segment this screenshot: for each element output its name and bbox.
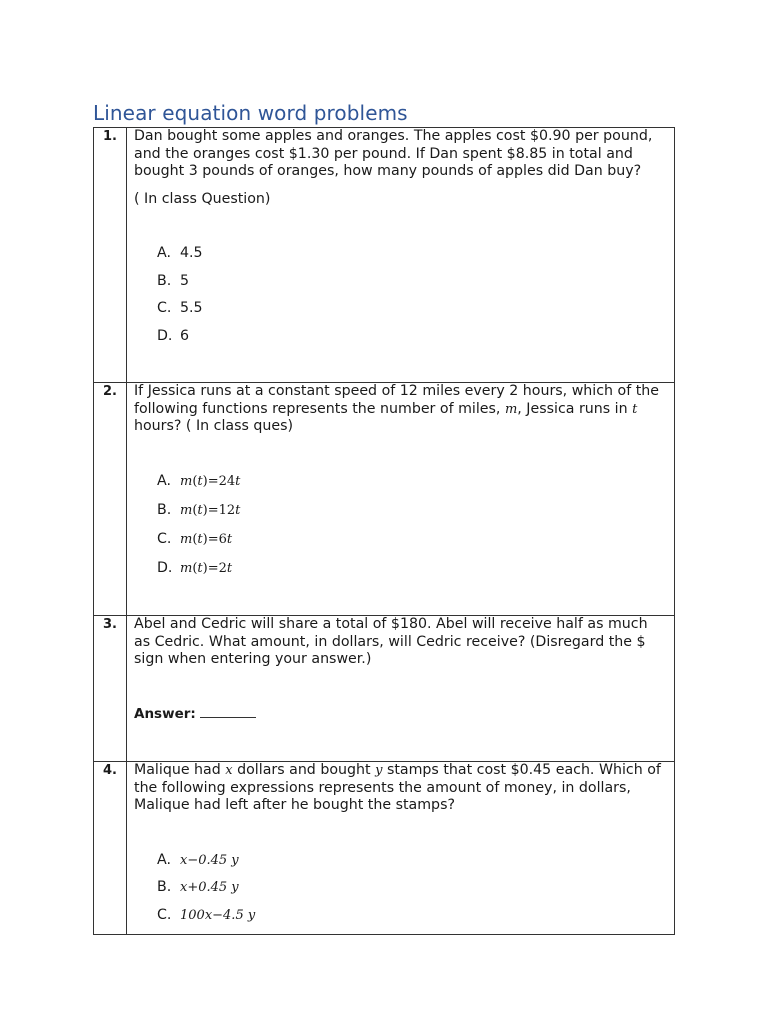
- choice-a[interactable]: A. m(t)=24t: [157, 472, 241, 489]
- choice-list: [134, 852, 668, 935]
- problem-body: [127, 616, 675, 762]
- problem-text: Dan bought some apples and oranges. The apples cost $0.90 per pound, and the oranges cost $1.30 per pound. If Dan spent $8.85 in total and bought 3 pounds of oranges, how many pounds of apples did Dan buy?: [134, 128, 653, 179]
- choice-c[interactable]: C. m(t)=6t: [157, 530, 233, 547]
- answer-blank[interactable]: [200, 706, 256, 718]
- problem-body: [127, 762, 675, 935]
- choice-c[interactable]: C. 100x−4.5 y: [157, 906, 256, 923]
- problem-body: [127, 383, 675, 616]
- choice-d[interactable]: D. m(t)=2t: [157, 559, 233, 576]
- variable-x: x: [225, 763, 233, 778]
- choice-b[interactable]: B. x+0.45 y: [157, 879, 239, 895]
- choice-d[interactable]: D. 6: [157, 327, 190, 344]
- answer-line: Answer:: [134, 706, 668, 724]
- problem-row-1: [94, 128, 675, 383]
- problem-number: 3.: [94, 616, 127, 762]
- choice-b[interactable]: B. 5: [157, 272, 190, 289]
- problem-body: [127, 128, 675, 383]
- problem-row-2: [94, 383, 675, 616]
- problem-text: If Jessica runs at a constant speed of 12 miles every 2 hours, which of the following functions represents the number of miles, m, Jessica runs in t hours? ( In class ques): [134, 383, 659, 434]
- problems-table: [93, 127, 675, 935]
- problem-number: 4.: [94, 762, 127, 935]
- variable-m: m: [504, 401, 518, 417]
- choice-c[interactable]: C. 5.5: [157, 300, 203, 316]
- choice-b[interactable]: B. m(t)=12t: [157, 501, 241, 518]
- choice-a[interactable]: A. x−0.45 y: [157, 851, 239, 868]
- problem-text: Abel and Cedric will share a total of $180. Abel will receive half as much as Cedric. What amount, in dollars, will Cedric receive? (Disregard the $ sign when entering your answer.): [134, 616, 648, 667]
- choice-a[interactable]: A. 4.5: [157, 245, 203, 261]
- choice-list: [134, 473, 668, 589]
- variable-t: t: [632, 401, 638, 417]
- problem-number: 2.: [94, 383, 127, 616]
- problem-row-4: [94, 762, 675, 935]
- problem-row-3: [94, 616, 675, 762]
- problem-number: 1.: [94, 128, 127, 383]
- problem-text: Malique had x dollars and bought y stamps that cost $0.45 each. Which of the following expressions represents the amount of money, in dollars, Malique had left after he bought the stamps?: [134, 762, 661, 813]
- document-title: Linear equation word problems: [93, 101, 408, 125]
- problem-note: ( In class Question): [134, 190, 271, 207]
- choice-list: [134, 245, 668, 355]
- variable-y: y: [375, 763, 383, 778]
